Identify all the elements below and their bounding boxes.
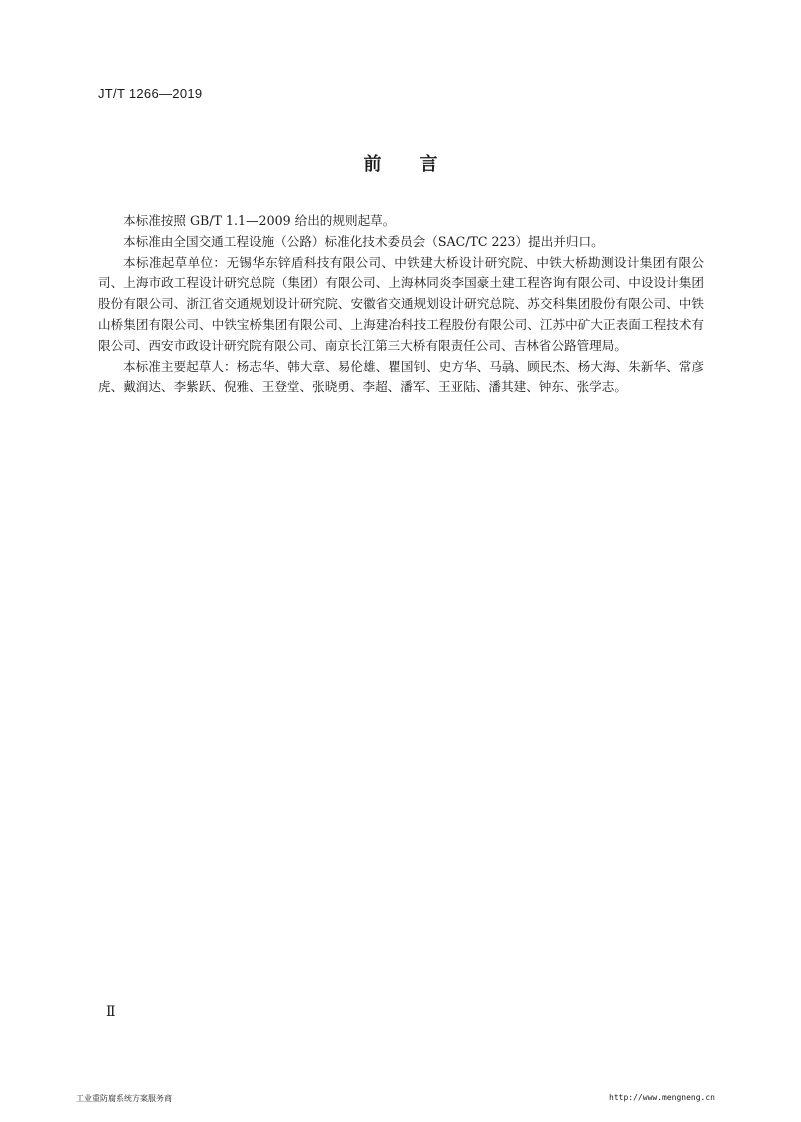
footer-url[interactable]: http://www.mengneng.cn (609, 1093, 715, 1102)
foreword-body (98, 211, 704, 398)
footer-company-text: 工业重防腐系统方案服务商 (76, 1094, 172, 1103)
paragraph-proposer: 本标准由全国交通工程设施（公路）标准化技术委员会（SAC/TC 223）提出并归口。 (123, 233, 604, 249)
page-number: Ⅱ (106, 1004, 116, 1020)
standard-number: JT/T 1266—2019 (98, 86, 203, 101)
paragraph-drafting-rules: 本标准按照 GB/T 1.1—2009 给出的规则起草。 (123, 213, 396, 228)
paragraph-drafting-units: 本标准起草单位：无锡华东锌盾科技有限公司、中铁建大桥设计研究院、中铁大桥勘测设计集团有限公司、上海市政工程设计研究总院（集团）有限公司、上海林同炎李国豪土建工程咨询有限公司、中设设计集团股份有限公司、浙江省交通规划设计研究院、安徽省交通规划设计研究总院、苏交科集团股份有限公司、中铁山桥集团有限公司、中铁宝桥集团有限公司、上海建冶科技工程股份有限公司、江苏中矿大正表面工程技术有限公司、西安市政设计研究院有限公司、南京长江第三大桥有限责任公司、吉林省公路管理局。 (98, 254, 704, 353)
paragraph-drafters: 本标准主要起草人：杨志华、韩大章、易伦雄、瞿国钊、史方华、马骉、顾民杰、杨大海、朱新华、常彦虎、戴润达、李紫跃、倪雅、王登堂、张晓勇、李超、潘军、王亚陆、潘其建、钟东、张学志。 (98, 358, 704, 395)
page-title: 前言 (363, 154, 476, 175)
